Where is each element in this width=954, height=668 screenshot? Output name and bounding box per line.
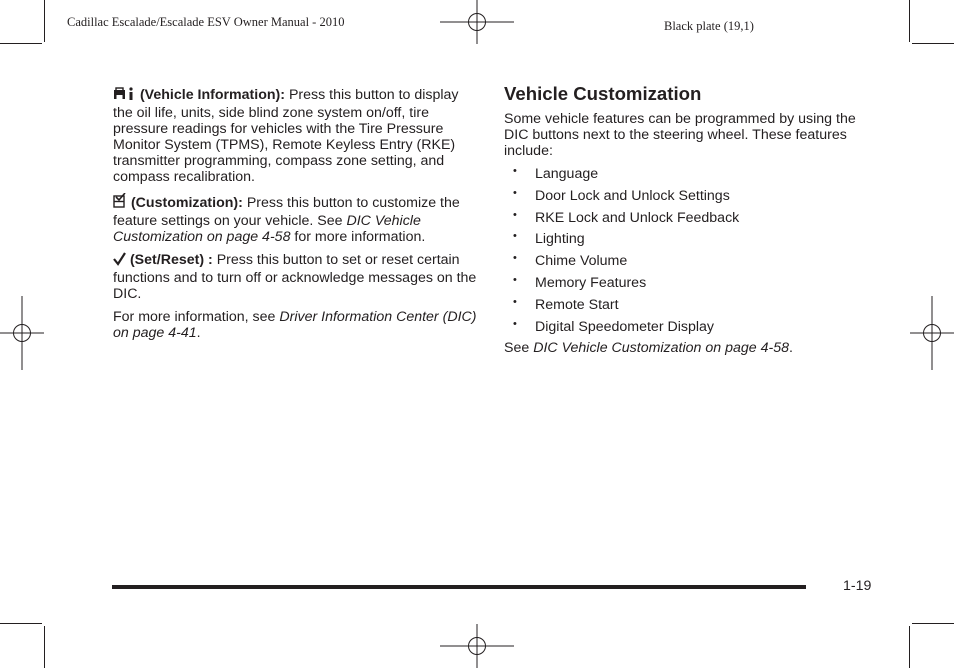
feature-label: Chime Volume: [535, 253, 628, 270]
footer-rule: [112, 585, 806, 589]
list-item: [504, 252, 872, 274]
list-item: [504, 274, 872, 296]
feature-list: [504, 165, 872, 339]
vehicle-info-text: Press this button to display the oil life, units, side blind zone system on/off, tire pressure readings for vehicles with the Tire Pressure Monitor System (TPMS), Remote Keyless Entry (RKE) transmitter programming, compass zone setting, and compass recalibration.: [113, 87, 459, 185]
section-title: Vehicle Customization: [504, 83, 702, 104]
see-paragraph: [504, 340, 872, 356]
feature-label: Digital Speedometer Display: [535, 318, 715, 335]
more-info-text: For more information, see: [113, 309, 276, 325]
list-item: [504, 187, 872, 209]
set-reset-text: Press this button to set or reset certain functions and to turn off or acknowledge messages on the DIC.: [113, 252, 477, 302]
left-column: [113, 87, 477, 341]
customization-label: (Customization):: [130, 195, 243, 211]
customization-text: Press this button to customize the feature settings on your vehicle. See: [113, 195, 460, 229]
customization-icon: [113, 193, 127, 213]
more-info-paragraph: [113, 309, 477, 341]
manual-title: Cadillac Escalade/Escalade ESV Owner Manual - 2010: [67, 15, 345, 29]
registration-mark-top: [440, 0, 514, 44]
bullet-icon: •: [513, 317, 517, 330]
page-number: 1-19: [843, 578, 872, 594]
customization-tail: for more information.: [294, 229, 426, 245]
bullet-icon: •: [513, 208, 517, 221]
registration-mark-left: [0, 296, 44, 370]
see-tail: .: [788, 340, 793, 357]
set-reset-label: (Set/Reset) :: [129, 252, 213, 268]
list-item: [504, 209, 872, 231]
feature-label: Door Lock and Unlock Settings: [535, 187, 730, 204]
intro-paragraph: Some vehicle features can be programmed by using the DIC buttons next to the steering wheel. These features include:: [504, 111, 856, 159]
see-ref: DIC Vehicle Customization on page 4-58: [533, 340, 789, 357]
see-text: See: [504, 340, 530, 357]
feature-label: RKE Lock and Unlock Feedback: [535, 209, 740, 226]
bullet-icon: •: [513, 252, 517, 265]
bullet-icon: •: [513, 230, 517, 243]
feature-label: Remote Start: [535, 296, 619, 313]
vehicle-info-paragraph: [113, 87, 477, 185]
customization-paragraph: [113, 193, 477, 245]
more-info-ref: Driver Information Center (DIC) on page 4-41: [113, 309, 477, 341]
bullet-icon: •: [513, 295, 517, 308]
bullet-icon: •: [513, 273, 517, 286]
plate-label: Black plate (19,1): [664, 19, 754, 33]
checkmark-icon: [113, 252, 126, 270]
bullet-icon: •: [513, 186, 517, 199]
bullet-icon: •: [513, 165, 517, 177]
list-item: [504, 165, 872, 187]
set-reset-paragraph: [113, 252, 477, 302]
customization-ref: DIC Vehicle Customization on page 4-58: [113, 213, 421, 245]
feature-label: Language: [535, 166, 599, 182]
list-item: [504, 230, 872, 252]
feature-label: Lighting: [535, 231, 585, 248]
vehicle-info-label: (Vehicle Information):: [139, 87, 285, 103]
more-info-tail: .: [196, 325, 201, 341]
vehicle-info-icon: [113, 87, 136, 105]
registration-mark-bottom: [440, 624, 514, 668]
list-item: [504, 318, 872, 340]
list-item: [504, 296, 872, 318]
registration-mark-right: [910, 296, 954, 370]
right-column: [504, 83, 872, 356]
feature-label: Memory Features: [535, 274, 647, 291]
